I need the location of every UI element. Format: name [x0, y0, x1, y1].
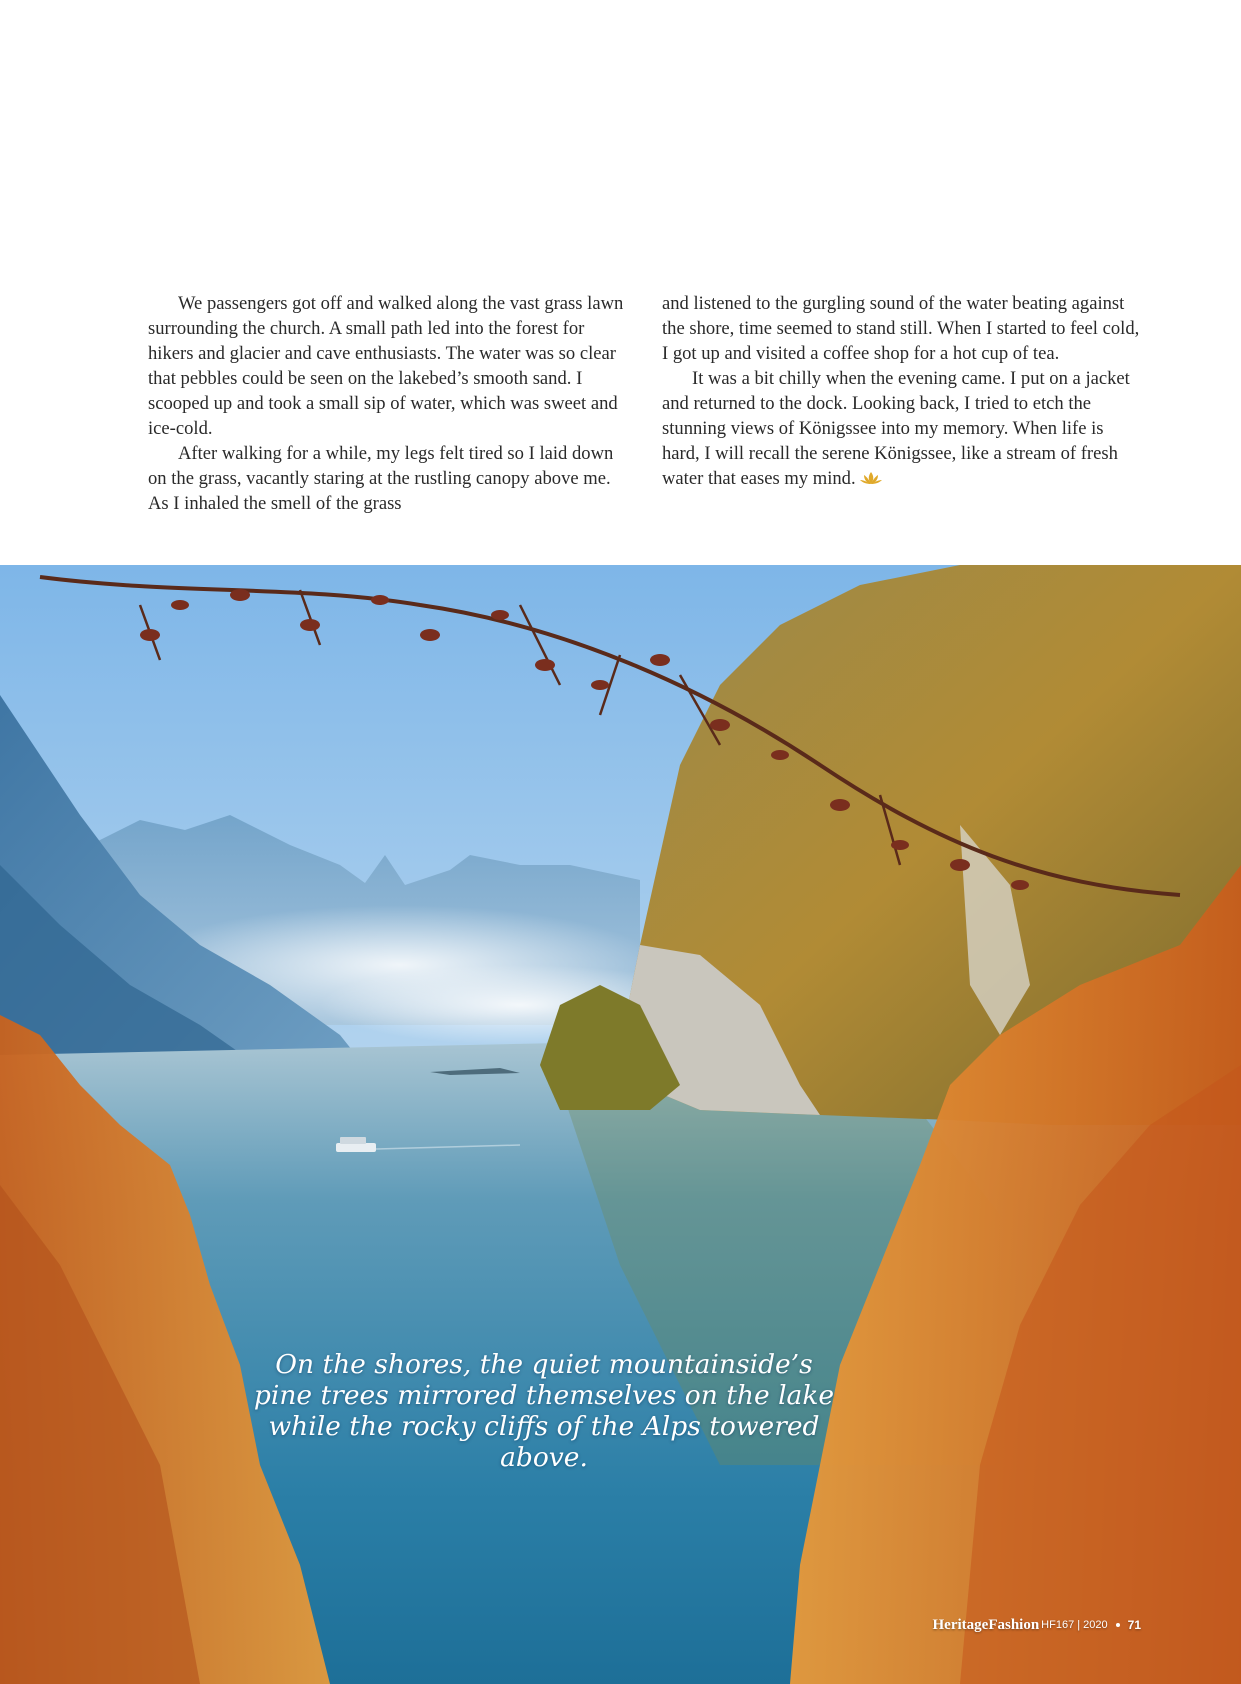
page-number: 71 [1127, 1618, 1141, 1632]
paragraph-text: It was a bit chilly when the evening came. I put on a jacket and returned to the dock. Looking back, I tried to etch the stunning views of Königssee into my memory. When life is hard, I will recall the serene Königssee, like a stream of fresh water that eases my mind. [662, 368, 1130, 489]
boat [336, 1143, 376, 1152]
article-body [148, 291, 1142, 521]
article-column-left [148, 291, 628, 516]
article-column-right [662, 291, 1142, 491]
paragraph: and listened to the gurgling sound of the water beating against the shore, time seemed to stand still. When I started to feel cold, I got up and visited a coffee shop for a hot cup of tea. [662, 293, 1140, 364]
issue-info: HF167 | 2020 [1041, 1619, 1108, 1631]
photo-caption: On the shores, the quiet mountainside’s pine trees mirrored themselves on the lake while the rocky cliffs of the Alps towered above. [253, 1349, 835, 1473]
lotus-icon [860, 471, 882, 485]
separator-dot [1116, 1623, 1120, 1627]
page-footer [933, 1615, 1141, 1635]
konigssee-landscape [0, 565, 1241, 1684]
paragraph-with-end-mark [662, 366, 1142, 491]
paragraph: After walking for a while, my legs felt tired so I laid down on the grass, vacantly staring at the rustling canopy above me. As I inhaled the smell of the grass [148, 443, 614, 514]
paragraph: We passengers got off and walked along the vast grass lawn surrounding the church. A small path led into the forest for hikers and glacier and cave enthusiasts. The water was so clear that pebbles could be seen on the lakebed’s smooth sand. I scooped up and took a small sip of water, which was sweet and ice-cold. [148, 293, 624, 439]
magazine-brand: HeritageFashion [932, 1616, 1040, 1633]
lake-photo [0, 565, 1241, 1684]
